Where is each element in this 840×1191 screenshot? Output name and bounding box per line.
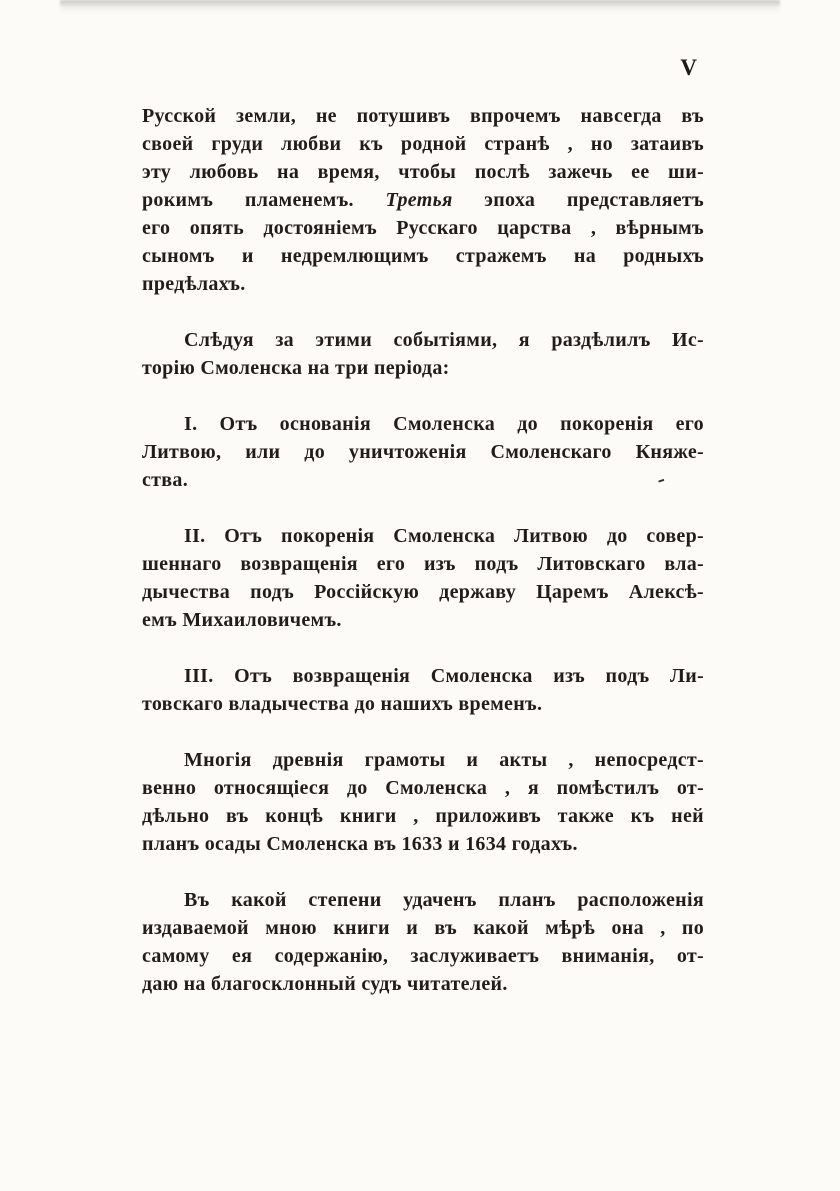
text-run: товскаго владычества до нашихъ временъ.: [142, 693, 543, 715]
text-line: [142, 914, 704, 942]
paragraph: [142, 522, 704, 634]
text-run: III. Отъ возвращенія Смоленска изъ подъ Ли-: [184, 665, 704, 687]
text-line: [142, 830, 704, 858]
text-line: [142, 774, 704, 802]
page-number: V: [680, 55, 698, 80]
text-line: [142, 970, 704, 998]
text-line: [142, 410, 704, 438]
text-run: рокимъ пламенемъ.: [142, 189, 386, 211]
text-line: [142, 214, 704, 242]
text-run: II. Отъ покоренія Смоленска Литвою до совер-: [184, 525, 704, 547]
text-line: [142, 354, 704, 382]
text-line: [142, 942, 704, 970]
text-line: [142, 550, 704, 578]
text-run: Слѣдуя за этими событіями, я раздѣлилъ Ис-: [184, 329, 704, 351]
text-line: [142, 438, 704, 466]
text-line: [142, 186, 704, 214]
text-run: Многія древнія грамоты и акты , непосредст-: [184, 749, 704, 771]
text-run: своей груди любви къ родной странѣ , но затаивъ: [142, 133, 704, 155]
text-run: эпоха представляетъ: [452, 189, 704, 211]
text-run: даю на благосклонный судъ читателей.: [142, 973, 508, 995]
text-run: сыномъ и недремлющимъ стражемъ на родныхъ: [142, 245, 704, 267]
text-line: [142, 746, 704, 774]
text-run: I. Отъ основанія Смоленска до покоренія его: [184, 413, 704, 435]
text-line: [142, 606, 704, 634]
text-run: эту любовь на время, чтобы послѣ зажечь ее ши-: [142, 161, 704, 183]
text-run: емъ Михаиловичемъ.: [142, 609, 342, 631]
text-line: [142, 662, 704, 690]
paragraph: [142, 662, 704, 718]
text-line: [142, 326, 704, 354]
paragraph: [142, 102, 704, 298]
text-line: [142, 522, 704, 550]
text-line: [142, 802, 704, 830]
text-line: [142, 690, 704, 718]
paragraph: [142, 326, 704, 382]
paragraph: [142, 746, 704, 858]
scan-edge-shadow: [60, 0, 780, 14]
text-run: дычества подъ Россійскую державу Царемъ Алексѣ-: [142, 581, 704, 603]
text-run: Русской земли, не потушивъ впрочемъ навсегда въ: [142, 105, 704, 127]
text-line: [142, 886, 704, 914]
paragraph: [142, 410, 704, 494]
scan-artifact-mark: -: [653, 465, 668, 492]
text-line: [142, 130, 704, 158]
text-run: предѣлахъ.: [142, 273, 246, 295]
text-line: [142, 270, 704, 298]
text-run: ства.: [142, 469, 189, 491]
paragraph: [142, 886, 704, 998]
text-line: [142, 102, 704, 130]
italic-text-run: Третья: [385, 189, 453, 211]
text-run: дѣльно въ концѣ книги , приложивъ также къ ней: [142, 805, 704, 827]
text-run: Въ какой степени удаченъ планъ расположенія: [184, 889, 704, 911]
text-run: самому ея содержанію, заслуживаетъ вниманія, от-: [142, 945, 704, 967]
text-line: [142, 158, 704, 186]
text-line: [142, 466, 704, 494]
text-line: [142, 242, 704, 270]
text-run: планъ осады Смоленска въ 1633 и 1634 годахъ.: [142, 833, 578, 855]
text-run: шеннаго возвращенія его изъ подъ Литовскаго вла-: [142, 553, 704, 575]
text-run: венно относящіеся до Смоленска , я помѣстилъ от-: [142, 777, 704, 799]
text-run: его опять достояніемъ Русскаго царства , вѣрнымъ: [142, 217, 704, 239]
text-line: [142, 578, 704, 606]
text-run: Литвою, или до уничтоженія Смоленскаго Княже-: [142, 441, 704, 463]
text-run: издаваемой мною книги и въ какой мѣрѣ она , по: [142, 917, 704, 939]
text-block: [142, 102, 704, 1026]
text-run: торію Смоленска на три періода:: [142, 357, 450, 379]
